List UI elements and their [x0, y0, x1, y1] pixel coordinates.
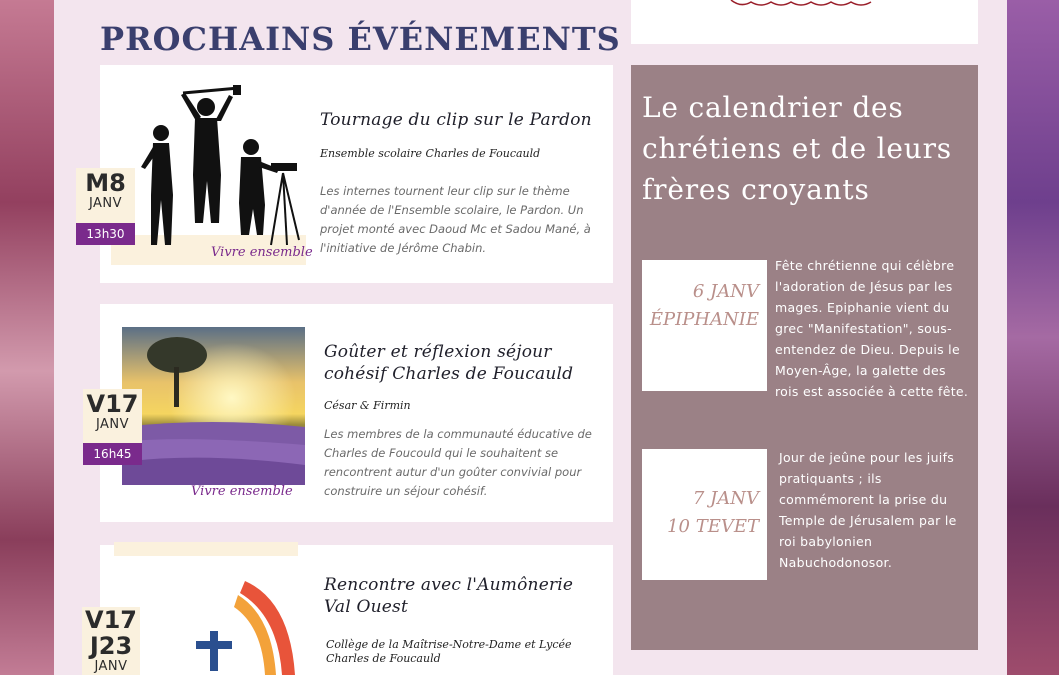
calendar-date-tile: [642, 449, 767, 580]
event-time: 16h45: [83, 443, 142, 465]
event-image-film-crew: [111, 85, 306, 265]
event-date-badge: [82, 607, 140, 675]
event-day: M8: [85, 169, 126, 197]
event-organizer: Collège de la Maîtrise-Notre-Dame et Lycée Charles de Foucauld: [326, 638, 572, 665]
section-title: PROCHAINS ÉVÉNEMENTS: [100, 20, 621, 58]
event-organizer: César & Firmin: [324, 399, 411, 412]
event-description: Les internes tournent leur clip sur le thème d'année de l'Ensemble scolaire, le Pardon. Un projet monté avec Daoud Mc et Sadou Mané, à l'initiative de Jérôme Chabin.: [320, 184, 591, 255]
calendar-entry-text: Fête chrétienne qui célèbre l'adoration de Jésus par les mages. Epiphanie vient du grec "Manifestation", sous-entendez de Dieu. Depuis le Moyen-Âge, la galette des rois est associée à cette fête.: [775, 258, 969, 399]
aumonerie-logo: [190, 581, 300, 675]
background-right: [1007, 0, 1059, 675]
calendar-date-tile: [642, 260, 767, 391]
event-day: V17: [85, 607, 137, 634]
event-month: JANV: [94, 659, 128, 674]
background-left: [0, 0, 54, 675]
image-strip: [114, 542, 298, 556]
calendar-panel: [631, 65, 978, 650]
event-date-badge: [83, 389, 142, 444]
calendar-title: Le calendrier des chrétiens et de leurs frères croyants: [642, 91, 952, 206]
event-description: Les membres de la communauté éducative de Charles de Foucould qui le souhaitent se rencontrent autur d'un goûter convivial pour construire un séjour cohésif.: [324, 427, 592, 498]
calendar-entry-text: Jour de jeûne pour les juifs pratiquants ; ils commémorent la prise du Temple de Jérusalem par le roi babylonien Nabuchodonosor.: [779, 450, 957, 570]
event-title[interactable]: Rencontre avec l'Aumônerie Val Ouest: [324, 575, 574, 617]
event-month: JANV: [95, 417, 130, 432]
event-category[interactable]: Vivre ensemble: [191, 484, 293, 499]
calendar-feast-name: 10 TEVET: [667, 516, 759, 537]
event-image-lavender-field: [122, 327, 305, 485]
calendar-date: 6 JANV: [692, 281, 759, 302]
event-day: V17: [86, 390, 139, 418]
event-category[interactable]: Vivre ensemble: [211, 245, 313, 260]
event-card[interactable]: [100, 304, 613, 522]
event-date-badge: [76, 168, 135, 223]
calendar-date: 7 JANV: [692, 488, 759, 509]
event-month: JANV: [88, 196, 123, 211]
event-card[interactable]: [100, 545, 613, 675]
calendar-feast-name: ÉPIPHANIE: [649, 309, 759, 330]
event-time: 13h30: [76, 223, 135, 245]
event-organizer: Ensemble scolaire Charles de Foucauld: [320, 147, 541, 160]
event-day-end: J23: [89, 632, 133, 660]
event-title[interactable]: Goûter et réflexion séjour cohésif Charles de Foucauld: [324, 342, 574, 384]
top-right-card: [631, 0, 978, 44]
event-title[interactable]: Tournage du clip sur le Pardon: [320, 110, 592, 130]
event-card[interactable]: [100, 65, 613, 283]
